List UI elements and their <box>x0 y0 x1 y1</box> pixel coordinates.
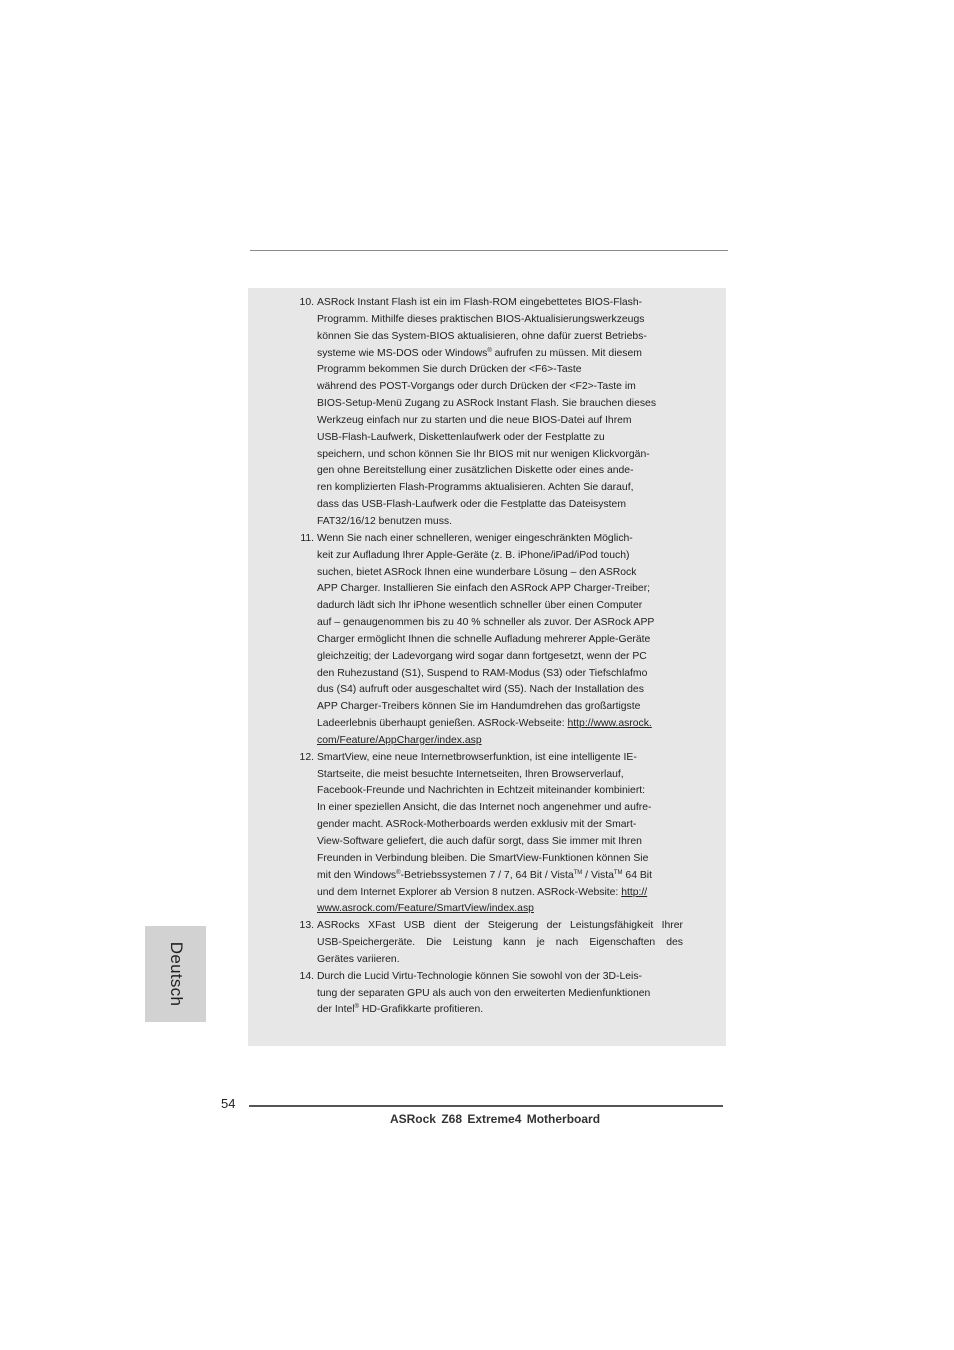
text-line: USB-Speichergeräte. Die Leistung kann je nach Eigenschaften des <box>317 937 683 949</box>
item-number: 14. <box>299 970 314 982</box>
text-line: Facebook-Freunde und Nachrichten in Echtzeit miteinander kombiniert: <box>317 785 646 797</box>
registered-mark: ® <box>487 347 492 354</box>
registered-mark: ® <box>354 1004 359 1011</box>
text-line: tung der separaten GPU als auch von den erweiterten Medienfunktionen <box>317 987 651 999</box>
text-line: auf – genaugenommen bis zu 40 % schneller als zuvor. Der ASRock APP <box>317 617 655 629</box>
text-line: und dem Internet Explorer ab Version 8 nutzen. ASRock-Website: http:// <box>317 886 648 898</box>
trademark-mark: TM <box>613 869 623 876</box>
language-label: Deutsch <box>166 941 186 1007</box>
text-line: keit zur Aufladung Ihrer Apple-Geräte (z. B. iPhone/iPad/iPod touch) <box>317 549 630 561</box>
text-line: während des POST-Vorgangs oder durch Drücken der <F2>-Taste im <box>317 381 636 393</box>
item-number: 12. <box>299 751 314 763</box>
text-line: mit den Windows®-Betriebssystemen 7 / 7, 64 Bit / Vista™ / Vista™ 64 Bit <box>317 869 653 881</box>
text-line: gender macht. ASRock-Motherboards werden exklusiv mit der Smart- <box>317 819 637 831</box>
text-line: ASRocks XFast USB dient der Steigerung der Leistungsfähigkeit Ihrer <box>317 920 683 932</box>
top-rule <box>250 250 728 251</box>
footer-title: ASRock Z68 Extreme4 Motherboard <box>389 1112 601 1126</box>
list-item <box>248 969 726 1020</box>
list-item <box>248 295 726 531</box>
text-line: Ladeerlebnis überhaupt genießen. ASRock-Webseite: http://www.asrock. <box>317 718 652 730</box>
text-line: dass das USB-Flash-Laufwerk oder die Festplatte das Dateisystem <box>317 499 626 511</box>
smartview-link[interactable]: www.asrock.com/Feature/SmartView/index.asp <box>317 903 534 915</box>
list-item <box>248 918 726 969</box>
text-line: den Ruhezustand (S1), Suspend to RAM-Modus (S3) oder Tiefschlafmo <box>317 667 648 679</box>
text-line: dadurch lädt sich Ihr iPhone wesentlich schneller über einen Computer <box>317 600 643 612</box>
bottom-rule <box>249 1105 723 1107</box>
text-line: SmartView, eine neue Internetbrowserfunktion, ist eine intelligente IE- <box>317 751 637 763</box>
appcharger-link[interactable]: com/Feature/AppCharger/index.asp <box>317 734 482 746</box>
text-line: Durch die Lucid Virtu-Technologie können Sie sowohl von der 3D-Leis- <box>317 970 642 982</box>
text-line: In einer speziellen Ansicht, die das Internet noch angenehmer und aufre- <box>317 802 652 814</box>
text-line: USB-Flash-Laufwerk, Diskettenlaufwerk oder der Festplatte zu <box>317 431 605 443</box>
page-number: 54 <box>221 1096 236 1111</box>
text-line: Charger ermöglicht Ihnen die schnelle Aufladung mehrerer Apple-Geräte <box>317 633 651 645</box>
text-line: gen ohne Bereitstellung einer zusätzlichen Diskette oder eines ande- <box>317 465 634 477</box>
text-line: Gerätes variieren. <box>317 953 400 965</box>
text-line: BIOS-Setup-Menü Zugang zu ASRock Instant Flash. Sie brauchen dieses <box>317 398 657 410</box>
smartview-link[interactable]: http:// <box>621 886 648 898</box>
item-number: 13. <box>299 920 314 932</box>
item-number: 11. <box>300 532 314 544</box>
text-line: ren komplizierten Flash-Programms aktualisieren. Achten Sie darauf, <box>317 482 634 494</box>
text-line: können Sie das System-BIOS aktualisieren, ohne dafür zuerst Betriebs- <box>317 330 647 342</box>
trademark-mark: TM <box>573 869 583 876</box>
feature-list <box>248 295 726 1019</box>
text-line: systeme wie MS-DOS oder Windows® aufrufen zu müssen. Mit diesem <box>317 347 642 359</box>
text-line: APP Charger. Installieren Sie einfach den ASRock APP Charger-Treiber; <box>317 583 651 595</box>
text-line: Programm. Mithilfe dieses praktischen BIOS-Aktualisierungswerkzeugs <box>317 313 645 325</box>
text-line: suchen, bietet ASRock Ihnen eine wunderbare Lösung – den ASRock <box>317 566 637 578</box>
text-line: Programm bekommen Sie durch Drücken der <F6>-Taste <box>317 364 582 376</box>
text-line: der Intel® HD-Grafikkarte profitieren. <box>317 1004 484 1016</box>
text-line: Werkzeug einfach nur zu starten und die neue BIOS-Datei auf Ihrem <box>317 414 632 426</box>
content-box <box>248 288 726 1046</box>
text-line: dus (S4) aufruft oder ausgeschaltet wird (S5). Nach der Installation des <box>317 684 644 696</box>
text-line: ASRock Instant Flash ist ein im Flash-ROM eingebettetes BIOS-Flash- <box>317 297 643 308</box>
text-line: FAT32/16/12 benutzen muss. <box>317 515 452 527</box>
text-line: Freunden in Verbindung bleiben. Die SmartView-Funktionen können Sie <box>317 852 649 864</box>
text-line: speichern, und schon können Sie Ihr BIOS mit nur wenigen Klickvorgän- <box>317 448 650 460</box>
text-line: Wenn Sie nach einer schnelleren, weniger eingeschränkten Möglich- <box>317 532 633 544</box>
language-tab <box>145 926 206 1022</box>
registered-mark: ® <box>396 869 401 876</box>
text-line: View-Software geliefert, die auch dafür sorgt, dass Sie immer mit Ihren <box>317 836 642 847</box>
item-number: 10. <box>299 297 314 308</box>
appcharger-link[interactable]: http://www.asrock. <box>567 718 652 730</box>
text-line: Startseite, die meist besuchte Internetseiten, Ihren Browserverlauf, <box>317 768 624 780</box>
text-line: gleichzeitig; der Ladevorgang wird sogar dann fortgesetzt, wenn der PC <box>317 650 647 662</box>
list-item <box>248 531 726 750</box>
text-line: APP Charger-Treibers können Sie im Handumdrehen das großartigste <box>317 701 641 713</box>
list-item <box>248 750 726 918</box>
